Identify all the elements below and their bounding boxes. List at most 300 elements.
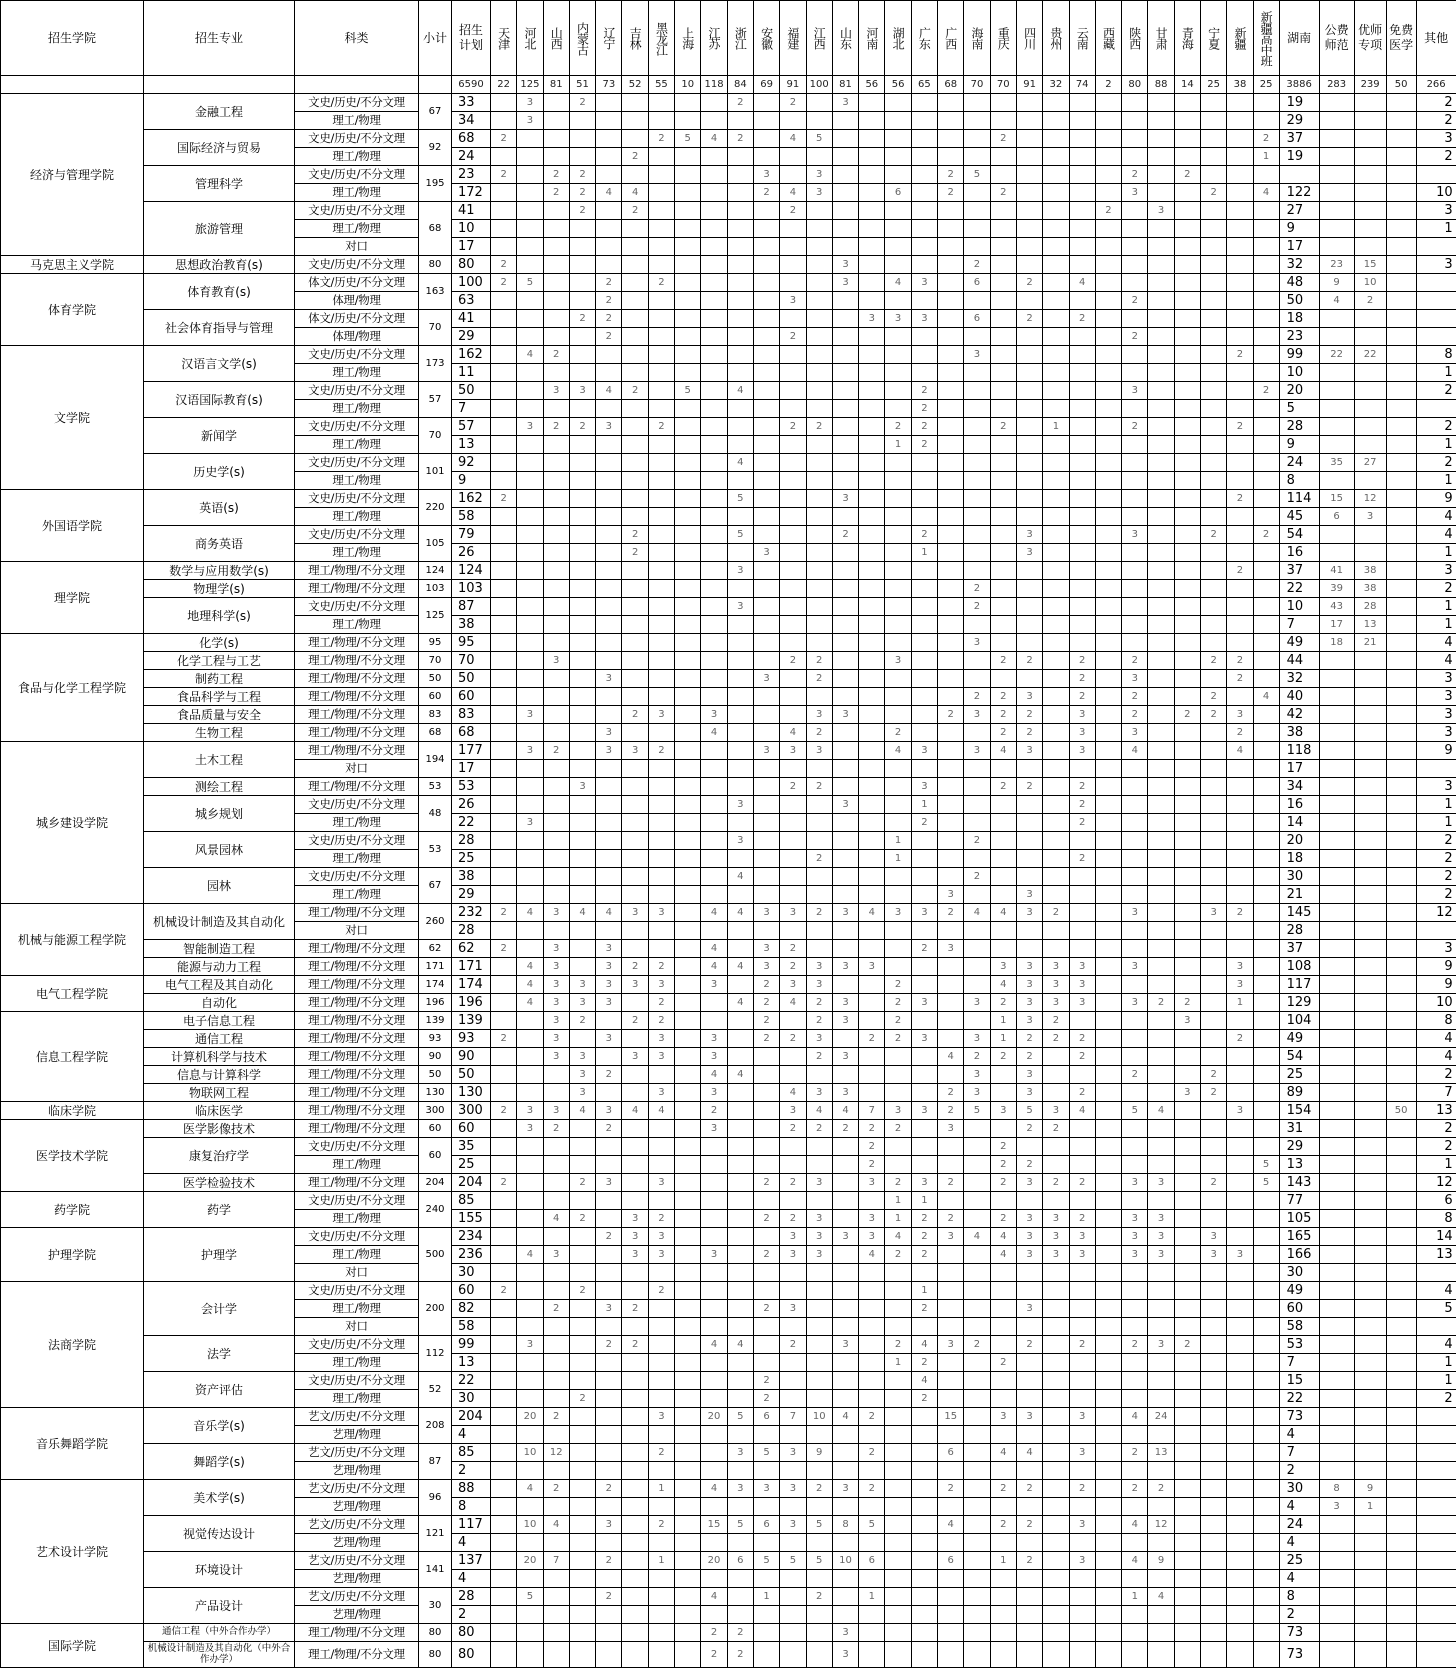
province-quota bbox=[1148, 1570, 1174, 1588]
province-quota bbox=[885, 1444, 911, 1462]
province-quota: 2 bbox=[753, 1390, 779, 1408]
province-quota bbox=[1016, 1534, 1042, 1552]
province-quota bbox=[1148, 166, 1174, 184]
province-quota bbox=[1043, 1336, 1069, 1354]
province-quota bbox=[1253, 1624, 1279, 1642]
other-quota: 2 bbox=[1416, 148, 1456, 166]
province-quota bbox=[1174, 1498, 1200, 1516]
province-quota bbox=[648, 634, 674, 652]
special-quota bbox=[1354, 976, 1386, 994]
province-quota bbox=[1174, 886, 1200, 904]
subject-category: 艺理/物理 bbox=[295, 1498, 419, 1516]
province-quota bbox=[1201, 1534, 1227, 1552]
province-quota bbox=[964, 1174, 990, 1192]
province-quota: 2 bbox=[911, 436, 937, 454]
province-quota bbox=[885, 868, 911, 886]
province-quota bbox=[727, 292, 753, 310]
province-quota bbox=[964, 490, 990, 508]
province-quota bbox=[1201, 256, 1227, 274]
other-quota bbox=[1416, 1642, 1456, 1668]
special-quota bbox=[1386, 1498, 1416, 1516]
province-quota bbox=[1201, 940, 1227, 958]
province-quota bbox=[1148, 1426, 1174, 1444]
province-quota: 2 bbox=[1227, 346, 1253, 364]
province-quota bbox=[806, 1336, 832, 1354]
province-quota: 2 bbox=[491, 490, 517, 508]
column-header: 宁夏 bbox=[1201, 1, 1227, 76]
special-quota bbox=[1319, 364, 1354, 382]
province-quota bbox=[990, 1426, 1016, 1444]
province-quota bbox=[1253, 976, 1279, 994]
province-quota bbox=[911, 850, 937, 868]
subject-category: 理工/物理/不分文理 bbox=[295, 976, 419, 994]
province-quota bbox=[753, 1354, 779, 1372]
province-quota: 3 bbox=[911, 742, 937, 760]
province-quota bbox=[675, 868, 701, 886]
province-quota: 4 bbox=[701, 1480, 727, 1498]
province-quota bbox=[1201, 1444, 1227, 1462]
special-quota bbox=[1354, 472, 1386, 490]
province-quota bbox=[1095, 958, 1121, 976]
province-quota bbox=[990, 796, 1016, 814]
province-quota bbox=[990, 490, 1016, 508]
province-quota bbox=[675, 1120, 701, 1138]
province-quota bbox=[1227, 1210, 1253, 1228]
province-quota bbox=[859, 1048, 885, 1066]
province-quota bbox=[517, 616, 543, 634]
province-quota bbox=[727, 166, 753, 184]
special-quota bbox=[1354, 1516, 1386, 1534]
province-quota bbox=[1043, 1390, 1069, 1408]
province-quota bbox=[885, 166, 911, 184]
other-quota bbox=[1416, 1264, 1456, 1282]
province-quota bbox=[1016, 472, 1042, 490]
province-quota bbox=[569, 1516, 595, 1534]
province-quota bbox=[596, 94, 622, 112]
province-quota bbox=[1174, 670, 1200, 688]
province-quota bbox=[964, 1516, 990, 1534]
province-quota: 3 bbox=[964, 1030, 990, 1048]
province-quota bbox=[675, 292, 701, 310]
province-quota bbox=[622, 670, 648, 688]
special-quota bbox=[1319, 1534, 1354, 1552]
special-quota: 22 bbox=[1319, 346, 1354, 364]
province-quota bbox=[832, 1426, 858, 1444]
province-quota bbox=[675, 652, 701, 670]
province-quota bbox=[701, 688, 727, 706]
major-name: 资产评估 bbox=[144, 1372, 295, 1408]
hunan-quota: 15 bbox=[1279, 1372, 1319, 1390]
special-quota bbox=[1319, 400, 1354, 418]
province-quota bbox=[727, 616, 753, 634]
province-quota bbox=[938, 418, 964, 436]
province-quota bbox=[1174, 292, 1200, 310]
province-quota bbox=[1122, 148, 1148, 166]
hunan-quota: 4 bbox=[1279, 1570, 1319, 1588]
province-quota: 2 bbox=[1016, 1048, 1042, 1066]
province-quota bbox=[517, 940, 543, 958]
special-quota bbox=[1354, 1228, 1386, 1246]
province-quota bbox=[648, 922, 674, 940]
province-quota bbox=[1253, 1264, 1279, 1282]
province-quota: 2 bbox=[701, 1102, 727, 1120]
special-quota: 10 bbox=[1354, 274, 1386, 292]
province-quota bbox=[1148, 400, 1174, 418]
province-quota bbox=[832, 1354, 858, 1372]
province-quota bbox=[964, 1498, 990, 1516]
province-quota bbox=[990, 112, 1016, 130]
special-quota: 15 bbox=[1354, 256, 1386, 274]
column-header: 其他 bbox=[1416, 1, 1456, 76]
province-quota bbox=[911, 724, 937, 742]
special-quota: 39 bbox=[1319, 580, 1354, 598]
province-quota bbox=[1227, 1282, 1253, 1300]
province-quota bbox=[832, 976, 858, 994]
province-quota bbox=[1069, 346, 1095, 364]
hunan-quota: 38 bbox=[1279, 724, 1319, 742]
province-quota: 2 bbox=[1069, 310, 1095, 328]
special-quota bbox=[1354, 544, 1386, 562]
province-quota bbox=[938, 634, 964, 652]
province-quota: 1 bbox=[1043, 418, 1069, 436]
province-quota: 3 bbox=[543, 940, 569, 958]
province-quota bbox=[491, 886, 517, 904]
province-quota bbox=[648, 490, 674, 508]
province-quota bbox=[1043, 220, 1069, 238]
major-subtotal: 103 bbox=[419, 580, 452, 598]
province-quota bbox=[543, 1498, 569, 1516]
special-quota bbox=[1386, 544, 1416, 562]
province-quota bbox=[1148, 814, 1174, 832]
province-quota bbox=[859, 616, 885, 634]
province-quota: 2 bbox=[543, 742, 569, 760]
province-quota bbox=[543, 508, 569, 526]
province-quota bbox=[1148, 418, 1174, 436]
province-quota bbox=[727, 1156, 753, 1174]
hunan-quota: 18 bbox=[1279, 850, 1319, 868]
province-quota bbox=[964, 526, 990, 544]
province-quota: 2 bbox=[806, 904, 832, 922]
province-quota bbox=[596, 1318, 622, 1336]
province-quota bbox=[517, 796, 543, 814]
province-quota: 2 bbox=[885, 1120, 911, 1138]
special-quota bbox=[1319, 1282, 1354, 1300]
special-quota bbox=[1319, 1642, 1354, 1668]
plan-total: 4 bbox=[452, 1534, 491, 1552]
major-subtotal: 80 bbox=[419, 1642, 452, 1668]
column-header: 天津 bbox=[491, 1, 517, 76]
major-name: 食品科学与工程 bbox=[144, 688, 295, 706]
province-quota bbox=[1016, 850, 1042, 868]
province-quota: 3 bbox=[806, 706, 832, 724]
province-quota bbox=[1253, 1426, 1279, 1444]
province-quota bbox=[990, 1120, 1016, 1138]
province-quota bbox=[1253, 850, 1279, 868]
province-quota bbox=[1095, 814, 1121, 832]
province-quota bbox=[990, 346, 1016, 364]
province-quota bbox=[569, 1318, 595, 1336]
province-quota: 3 bbox=[806, 1228, 832, 1246]
hunan-quota: 32 bbox=[1279, 256, 1319, 274]
special-quota bbox=[1386, 670, 1416, 688]
province-quota: 2 bbox=[780, 1174, 806, 1192]
province-quota bbox=[911, 688, 937, 706]
province-quota bbox=[938, 1588, 964, 1606]
total-value: 91 bbox=[780, 76, 806, 94]
other-quota: 3 bbox=[1416, 940, 1456, 958]
province-quota bbox=[1148, 796, 1174, 814]
special-quota bbox=[1386, 1480, 1416, 1498]
province-quota bbox=[1253, 670, 1279, 688]
special-quota bbox=[1319, 184, 1354, 202]
province-quota bbox=[938, 832, 964, 850]
province-quota bbox=[622, 490, 648, 508]
province-quota bbox=[569, 112, 595, 130]
province-quota bbox=[964, 1480, 990, 1498]
plan-total: 117 bbox=[452, 1516, 491, 1534]
province-quota bbox=[517, 544, 543, 562]
province-quota: 3 bbox=[727, 598, 753, 616]
province-quota bbox=[1016, 1498, 1042, 1516]
province-quota bbox=[1095, 1588, 1121, 1606]
province-quota bbox=[859, 1264, 885, 1282]
province-quota bbox=[911, 868, 937, 886]
province-quota bbox=[832, 760, 858, 778]
province-quota bbox=[517, 832, 543, 850]
plan-total: 162 bbox=[452, 346, 491, 364]
province-quota bbox=[675, 346, 701, 364]
province-quota bbox=[1227, 1336, 1253, 1354]
province-quota bbox=[1016, 1606, 1042, 1624]
other-quota: 12 bbox=[1416, 904, 1456, 922]
other-quota: 10 bbox=[1416, 184, 1456, 202]
province-quota bbox=[885, 472, 911, 490]
province-quota: 2 bbox=[780, 1336, 806, 1354]
province-quota: 2 bbox=[990, 1048, 1016, 1066]
table-row bbox=[1, 598, 1456, 616]
province-quota: 2 bbox=[753, 1174, 779, 1192]
major-subtotal: 80 bbox=[419, 1624, 452, 1642]
province-quota bbox=[753, 490, 779, 508]
province-quota bbox=[1069, 1426, 1095, 1444]
province-quota bbox=[1253, 1282, 1279, 1300]
special-quota bbox=[1319, 1120, 1354, 1138]
province-quota: 3 bbox=[832, 1228, 858, 1246]
special-quota bbox=[1319, 544, 1354, 562]
province-quota: 2 bbox=[596, 1120, 622, 1138]
province-quota bbox=[859, 1336, 885, 1354]
special-quota bbox=[1386, 760, 1416, 778]
province-quota: 3 bbox=[780, 1246, 806, 1264]
special-quota bbox=[1354, 1570, 1386, 1588]
province-quota bbox=[780, 436, 806, 454]
province-quota: 3 bbox=[806, 976, 832, 994]
special-quota: 2 bbox=[1354, 292, 1386, 310]
province-quota: 3 bbox=[938, 886, 964, 904]
province-quota: 3 bbox=[1174, 1012, 1200, 1030]
province-quota bbox=[648, 940, 674, 958]
province-quota bbox=[543, 814, 569, 832]
special-quota bbox=[1386, 868, 1416, 886]
province-quota bbox=[648, 724, 674, 742]
hunan-quota: 37 bbox=[1279, 562, 1319, 580]
hunan-quota: 16 bbox=[1279, 544, 1319, 562]
province-quota bbox=[1122, 1048, 1148, 1066]
major-name: 物理学(s) bbox=[144, 580, 295, 598]
special-quota bbox=[1386, 1588, 1416, 1606]
province-quota bbox=[990, 454, 1016, 472]
hunan-quota: 73 bbox=[1279, 1624, 1319, 1642]
province-quota: 1 bbox=[648, 1480, 674, 1498]
province-quota: 6 bbox=[938, 1552, 964, 1570]
province-quota bbox=[753, 1426, 779, 1444]
province-quota bbox=[859, 418, 885, 436]
province-quota: 3 bbox=[1043, 1210, 1069, 1228]
province-quota bbox=[596, 1264, 622, 1282]
province-quota bbox=[964, 1138, 990, 1156]
province-quota: 3 bbox=[964, 1066, 990, 1084]
province-quota bbox=[622, 796, 648, 814]
province-quota bbox=[1174, 1372, 1200, 1390]
province-quota: 3 bbox=[780, 1102, 806, 1120]
province-quota bbox=[648, 1588, 674, 1606]
province-quota bbox=[1148, 1498, 1174, 1516]
province-quota: 3 bbox=[622, 1210, 648, 1228]
province-quota bbox=[517, 1030, 543, 1048]
province-quota bbox=[1201, 616, 1227, 634]
province-quota bbox=[832, 148, 858, 166]
province-quota bbox=[701, 454, 727, 472]
province-quota bbox=[990, 166, 1016, 184]
province-quota bbox=[517, 436, 543, 454]
province-quota bbox=[1069, 1354, 1095, 1372]
province-quota bbox=[648, 652, 674, 670]
province-quota: 4 bbox=[727, 904, 753, 922]
province-quota bbox=[491, 1606, 517, 1624]
province-quota bbox=[1016, 1426, 1042, 1444]
college-name: 机械与能源工程学院 bbox=[1, 904, 144, 976]
province-quota bbox=[1148, 670, 1174, 688]
province-quota bbox=[990, 400, 1016, 418]
column-header: 广东 bbox=[911, 1, 937, 76]
province-quota bbox=[990, 526, 1016, 544]
province-quota: 3 bbox=[832, 1480, 858, 1498]
province-quota bbox=[1174, 922, 1200, 940]
province-quota bbox=[1253, 1210, 1279, 1228]
province-quota bbox=[832, 238, 858, 256]
province-quota bbox=[622, 724, 648, 742]
province-quota bbox=[1201, 292, 1227, 310]
province-quota: 3 bbox=[543, 958, 569, 976]
special-quota bbox=[1386, 706, 1416, 724]
province-quota bbox=[885, 364, 911, 382]
province-quota bbox=[543, 256, 569, 274]
province-quota bbox=[859, 670, 885, 688]
province-quota bbox=[938, 256, 964, 274]
province-quota bbox=[596, 1390, 622, 1408]
other-quota: 3 bbox=[1416, 724, 1456, 742]
province-quota bbox=[491, 958, 517, 976]
province-quota bbox=[1069, 1318, 1095, 1336]
province-quota bbox=[1043, 112, 1069, 130]
province-quota bbox=[885, 1624, 911, 1642]
province-quota bbox=[1148, 382, 1174, 400]
province-quota bbox=[1253, 1318, 1279, 1336]
province-quota bbox=[1253, 292, 1279, 310]
province-quota: 2 bbox=[648, 1282, 674, 1300]
province-quota bbox=[1043, 1588, 1069, 1606]
province-quota bbox=[1174, 1264, 1200, 1282]
college-name: 艺术设计学院 bbox=[1, 1480, 144, 1624]
special-quota: 43 bbox=[1319, 598, 1354, 616]
table-row bbox=[1, 1282, 1456, 1300]
province-quota bbox=[701, 796, 727, 814]
province-quota: 2 bbox=[1043, 904, 1069, 922]
province-quota bbox=[780, 400, 806, 418]
province-quota: 3 bbox=[1016, 976, 1042, 994]
special-quota bbox=[1319, 382, 1354, 400]
major-name: 园林 bbox=[144, 868, 295, 904]
province-quota bbox=[648, 1390, 674, 1408]
province-quota bbox=[701, 832, 727, 850]
province-quota bbox=[1016, 490, 1042, 508]
province-quota bbox=[1122, 1138, 1148, 1156]
province-quota bbox=[806, 436, 832, 454]
special-quota bbox=[1386, 148, 1416, 166]
province-quota bbox=[701, 328, 727, 346]
province-quota bbox=[491, 742, 517, 760]
province-quota bbox=[1253, 166, 1279, 184]
special-quota bbox=[1386, 508, 1416, 526]
province-quota bbox=[1201, 1372, 1227, 1390]
province-quota bbox=[1095, 220, 1121, 238]
province-quota bbox=[806, 1570, 832, 1588]
province-quota: 3 bbox=[701, 1120, 727, 1138]
table-row bbox=[1, 688, 1456, 706]
province-quota bbox=[780, 1606, 806, 1624]
plan-total: 50 bbox=[452, 1066, 491, 1084]
table-row bbox=[1, 778, 1456, 796]
province-quota: 2 bbox=[622, 958, 648, 976]
province-quota bbox=[675, 274, 701, 292]
subject-category: 理工/物理/不分文理 bbox=[295, 958, 419, 976]
province-quota bbox=[543, 1354, 569, 1372]
province-quota bbox=[1043, 832, 1069, 850]
province-quota bbox=[832, 616, 858, 634]
table-row bbox=[1, 1336, 1456, 1354]
province-quota bbox=[1253, 1642, 1279, 1668]
special-quota bbox=[1319, 1066, 1354, 1084]
province-quota bbox=[648, 832, 674, 850]
province-quota: 3 bbox=[596, 994, 622, 1012]
province-quota: 3 bbox=[596, 418, 622, 436]
province-quota bbox=[1148, 130, 1174, 148]
table-row bbox=[1, 976, 1456, 994]
province-quota bbox=[1174, 508, 1200, 526]
plan-total: 28 bbox=[452, 922, 491, 940]
province-quota bbox=[1095, 400, 1121, 418]
total-value: 283 bbox=[1319, 76, 1354, 94]
province-quota: 3 bbox=[543, 382, 569, 400]
province-quota bbox=[1095, 454, 1121, 472]
province-quota bbox=[596, 832, 622, 850]
province-quota bbox=[543, 1228, 569, 1246]
province-quota bbox=[1122, 1192, 1148, 1210]
province-quota bbox=[832, 184, 858, 202]
province-quota: 2 bbox=[911, 1300, 937, 1318]
hunan-quota: 14 bbox=[1279, 814, 1319, 832]
plan-total: 24 bbox=[452, 148, 491, 166]
